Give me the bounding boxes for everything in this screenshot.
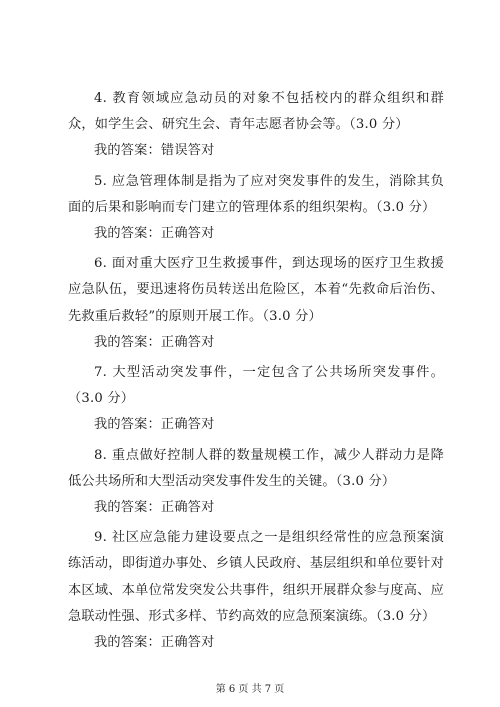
question-9: 9. 社区应急能力建设要点之一是组织经常性的应急预案演练活动，即街道办事处、乡镇人民政府、基层组织和单位要针对本区域、本单位常发突发公共事件，组织开展群众参与度高、应急联动性强、形式多样、节约高效的应急预案演练。（3.0 分）: [68, 530, 444, 624]
answer-6: 我的答案：正确答对: [94, 334, 215, 350]
answer-7: 我的答案：正确答对: [94, 417, 215, 433]
question-5: 5. 应急管理体制是指为了应对突发事件的发生，消除其负面的后果和影响而专门建立的管理体系的组织架构。（3.0 分）: [68, 173, 444, 215]
answer-8: 我的答案：正确答对: [94, 500, 215, 516]
question-list: [68, 86, 444, 660]
question-6: 6. 面对重大医疗卫生救援事件，到达现场的医疗卫生救援应急队伍，要迅速将伤员转送出危险区，本着“先救命后治伤、先救重后救轻”的原则开展工作。（3.0 分）: [68, 256, 444, 324]
answer-4: 我的答案：错误答对: [94, 143, 215, 159]
question-8: 8. 重点做好控制人群的数量规模工作，减少人群动力是降低公共场所和大型活动突发事件发生的关键。（3.0 分）: [68, 447, 444, 489]
answer-5: 我的答案：正确答对: [94, 226, 215, 242]
question-7: 7. 大型活动突发事件，一定包含了公共场所突发事件。（3.0 分）: [68, 365, 444, 407]
page-footer: 第 6 页 共 7 页: [215, 684, 285, 695]
question-4: 4. 教育领域应急动员的对象不包括校内的群众组织和群众，如学生会、研究生会、青年志愿者协会等。（3.0 分）: [68, 91, 444, 133]
answer-9: 我的答案：正确答对: [94, 635, 215, 651]
